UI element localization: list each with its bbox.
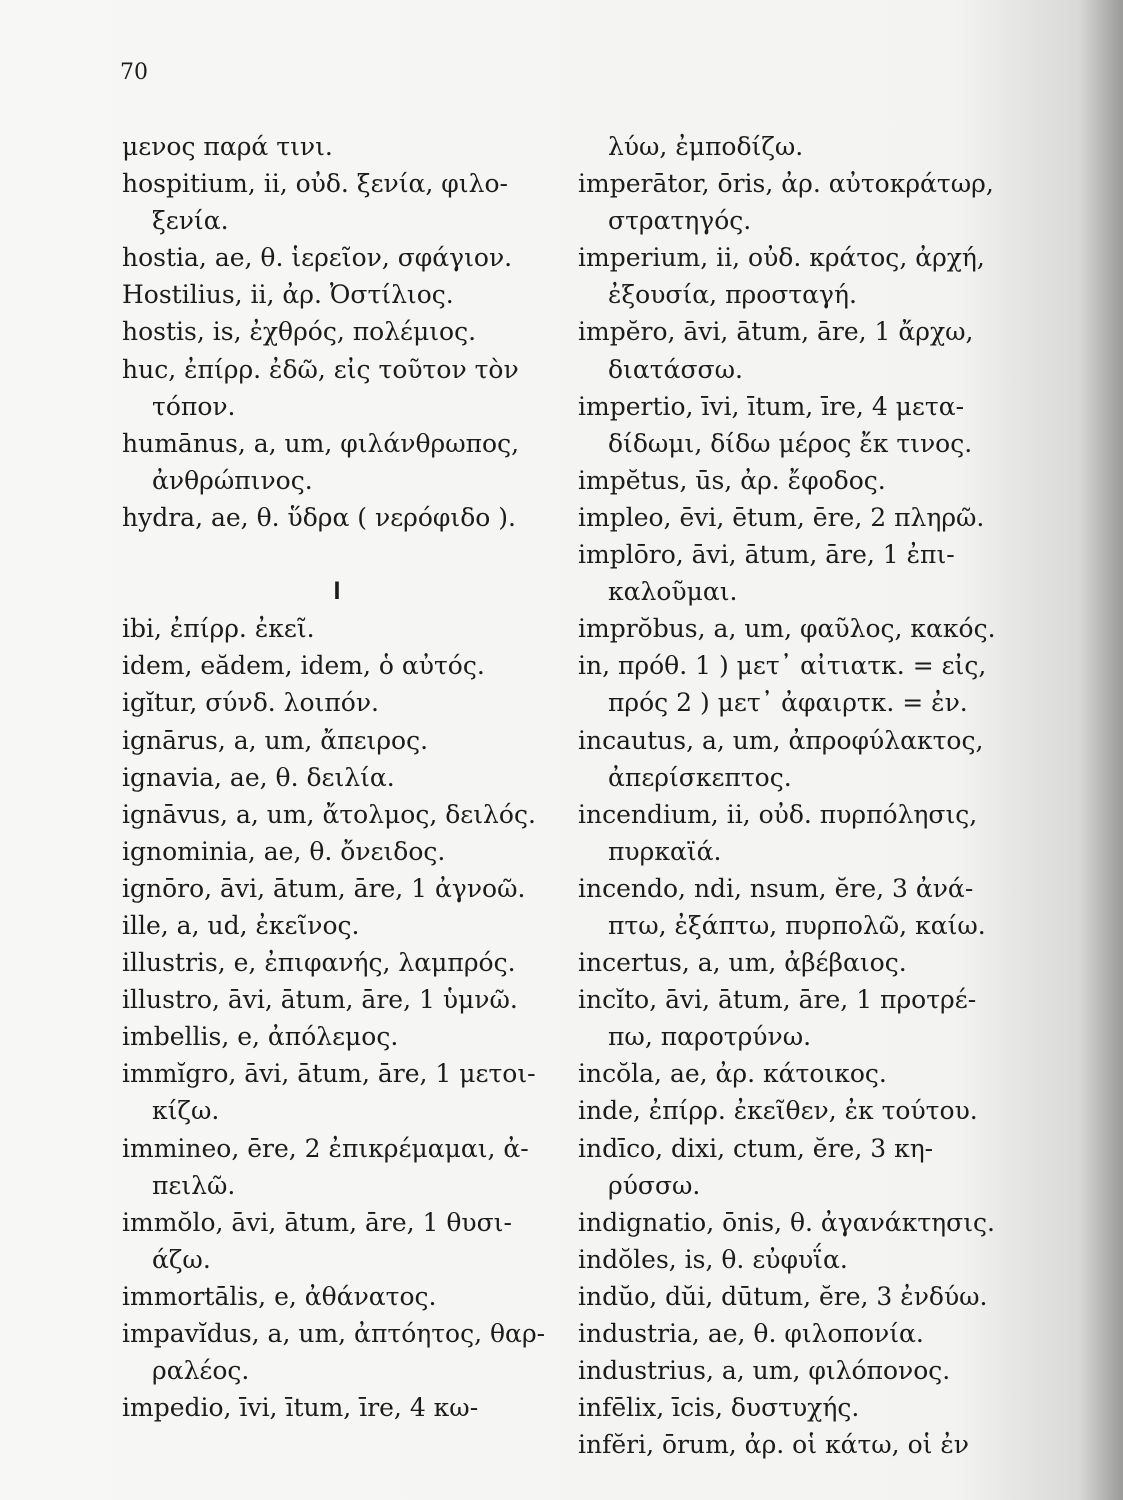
dictionary-line: humānus, a, um, φιλάνθρωπος,: [122, 428, 520, 458]
dictionary-line: πω, παροτρύνω.: [608, 1022, 812, 1052]
dictionary-line: [122, 536, 552, 573]
dictionary-line: πειλῶ.: [152, 1170, 236, 1200]
dictionary-line: indŭo, dŭi, dūtum, ĕre, 3 ἐνδύω.: [578, 1281, 988, 1311]
dictionary-line: immŏlo, āvi, ātum, āre, 1 θυσι-: [122, 1207, 512, 1237]
dictionary-line: ξενία.: [152, 206, 229, 236]
dictionary-line: ignāvus, a, um, ἄτολμος, δειλός.: [122, 799, 536, 829]
page-number: 70: [120, 60, 148, 85]
dictionary-line: ibi, ἐπίρρ. ἐκεῖ.: [122, 614, 315, 644]
dictionary-line: ignārus, a, um, ἄπειρος.: [122, 725, 429, 755]
dictionary-line: hospitium, ii, οὐδ. ξενία, φιλο-: [122, 169, 508, 199]
dictionary-line: incautus, a, um, ἀπροφύλακτος,: [578, 725, 984, 755]
dictionary-line: impavĭdus, a, um, ἀπτόητος, θαρ-: [122, 1319, 546, 1348]
dictionary-line: incendo, ndi, nsum, ĕre, 3 ἀνά-: [578, 873, 974, 903]
dictionary-line: πτω, ἐξάπτω, πυρπολῶ, καίω.: [608, 910, 986, 940]
dictionary-line: incŏla, ae, ἀρ. κάτοικος.: [578, 1059, 887, 1089]
dictionary-line: hydra, ae, θ. ὕδρα ( νερόφιδο ).: [122, 502, 516, 532]
dictionary-line: illustro, āvi, ātum, āre, 1 ὑμνῶ.: [122, 985, 518, 1015]
dictionary-line: ille, a, ud, ἐκεῖνος.: [122, 910, 360, 940]
dictionary-line: infĕri, ōrum, ἀρ. οἱ κάτω, οἱ ἐν: [578, 1430, 969, 1460]
dictionary-line: indignatio, ōnis, θ. ἀγανάκτησις.: [578, 1207, 995, 1237]
dictionary-line: indŏles, is, θ. εὐφυΐα.: [578, 1244, 848, 1274]
dictionary-line: impedio, īvi, ītum, īre, 4 κω-: [122, 1393, 479, 1423]
dictionary-line: imperātor, ōris, ἀρ. αὐτοκράτωρ,: [578, 169, 994, 199]
dictionary-line: huc, ἐπίρρ. ἐδῶ, εἰς τοῦτον τὸν: [122, 354, 519, 384]
dictionary-line: incĭto, āvi, ātum, āre, 1 προτρέ-: [578, 985, 977, 1015]
dictionary-line: ignominia, ae, θ. ὄνειδος.: [122, 836, 446, 866]
dictionary-line: imprŏbus, a, um, φαῦλος, κακός.: [578, 614, 996, 644]
dictionary-line: διατάσσω.: [608, 354, 743, 384]
dictionary-line: imbellis, e, ἀπόλεμος.: [122, 1022, 399, 1052]
dictionary-line: impleo, ēvi, ētum, ēre, 2 πληρῶ.: [578, 502, 985, 532]
dictionary-line: καλοῦμαι.: [608, 577, 738, 607]
dictionary-line: incertus, a, um, ἀβέβαιος.: [578, 948, 907, 978]
dictionary-line: immĭgro, āvi, ātum, āre, 1 μετοι-: [122, 1059, 536, 1089]
dictionary-line: industrius, a, um, φιλόπονος.: [578, 1356, 951, 1386]
dictionary-line: impĕtus, ūs, ἀρ. ἔφοδος.: [578, 465, 886, 495]
dictionary-line: imperium, ii, οὐδ. κράτος, ἀρχή,: [578, 243, 985, 273]
dictionary-line: indīco, dixi, ctum, ĕre, 3 κη-: [578, 1133, 934, 1163]
dictionary-line: κίζω.: [152, 1096, 220, 1126]
dictionary-line: hostis, is, ἐχθρός, πολέμιος.: [122, 317, 477, 347]
left-column: [122, 128, 552, 1426]
dictionary-line: inde, ἐπίρρ. ἐκεῖθεν, ἐκ τούτου.: [578, 1096, 978, 1126]
dictionary-line: μενος παρά τινι.: [122, 132, 333, 161]
dictionary-line: idem, eădem, idem, ὁ αὐτός.: [122, 651, 485, 681]
section-letter: I: [333, 577, 341, 606]
dictionary-line: ρύσσω.: [608, 1170, 701, 1200]
dictionary-line: πρός 2 ) μετ᾽ ἀφαιρτκ. = ἐν.: [608, 688, 968, 718]
dictionary-line: άζω.: [152, 1244, 211, 1274]
dictionary-line: ἀνθρώπινος.: [152, 465, 313, 495]
dictionary-line: ἀπερίσκεπτος.: [608, 762, 792, 792]
right-column: [578, 128, 1038, 1463]
dictionary-line: in, πρόθ. 1 ) μετ᾽ αἰτιατκ. = εἰς,: [578, 651, 987, 681]
dictionary-line: δίδωμι, δίδω μέρος ἔκ τινος.: [608, 428, 973, 458]
dictionary-line: ignōro, āvi, ātum, āre, 1 ἀγνοῶ.: [122, 873, 526, 903]
dictionary-line: incendium, ii, οὐδ. πυρπόλησις,: [578, 799, 978, 829]
dictionary-line: impĕro, āvi, ātum, āre, 1 ἄρχω,: [578, 317, 974, 347]
dictionary-line: immortālis, e, ἀθάνατος.: [122, 1281, 437, 1311]
dictionary-line: Hostilius, ii, ἀρ. Ὀστίλιος.: [122, 280, 454, 310]
dictionary-line: hostia, ae, θ. ἱερεῖον, σφάγιον.: [122, 243, 513, 273]
dictionary-line: infēlix, īcis, δυστυχής.: [578, 1393, 860, 1423]
dictionary-line: τόπον.: [152, 391, 236, 421]
dictionary-line: ραλέος.: [152, 1356, 250, 1386]
dictionary-line: πυρκαϊά.: [608, 836, 722, 866]
dictionary-line: ignavia, ae, θ. δειλία.: [122, 762, 395, 792]
dictionary-line: igĭtur, σύνδ. λοιπόν.: [122, 688, 379, 718]
dictionary-line: impertio, īvi, ītum, īre, 4 μετα-: [578, 391, 965, 421]
dictionary-line: immineo, ēre, 2 ἐπικρέμαμαι, ἀ-: [122, 1133, 529, 1163]
dictionary-line: λύω, ἐμποδίζω.: [608, 132, 804, 161]
dictionary-line: implōro, āvi, ātum, āre, 1 ἐπι-: [578, 540, 955, 570]
dictionary-line: ἐξουσία, προσταγή.: [608, 280, 857, 310]
dictionary-line: industria, ae, θ. φιλοπονία.: [578, 1319, 924, 1348]
dictionary-line: illustris, e, ἐπιφανής, λαμπρός.: [122, 948, 516, 978]
dictionary-line: στρατηγός.: [608, 206, 752, 236]
